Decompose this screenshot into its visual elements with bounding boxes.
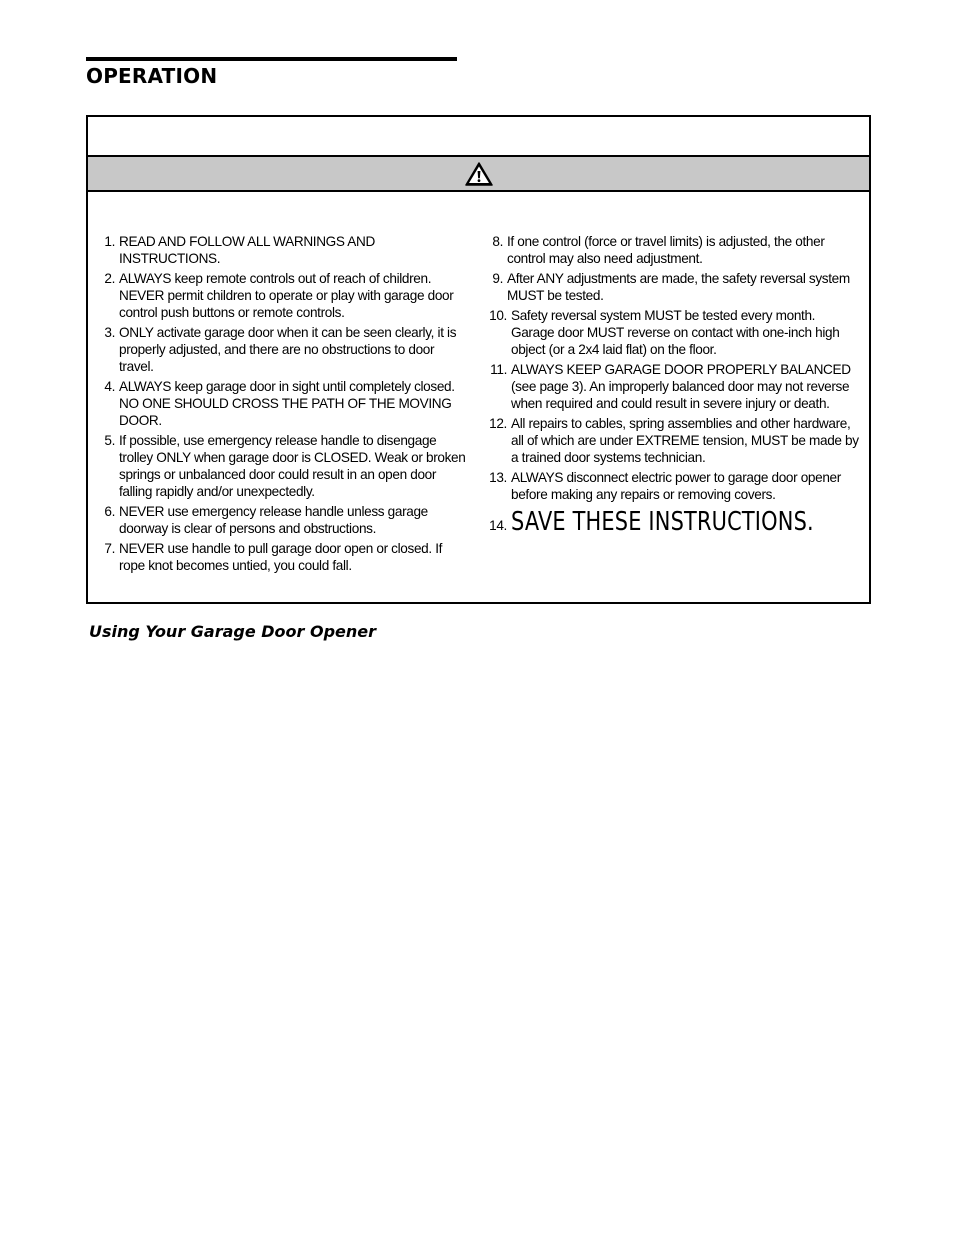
- warning-item: 10. Safety reversal system MUST be tested every month. Garage door MUST reverse on contact with one-inch high object (or a 2x4 laid flat) on the floor.: [489, 308, 840, 357]
- warning-list-right: [485, 233, 859, 538]
- warning-item: 3. ONLY activate garage door when it can be seen clearly, it is properly adjusted, and there are no obstructions to door travel.: [104, 325, 457, 374]
- warning-list-left: [96, 233, 468, 577]
- warning-item: 4. ALWAYS keep garage door in sight until completely closed. NO ONE SHOULD CROSS THE PATH OF THE MOVING DOOR.: [104, 379, 455, 428]
- warning-item: 8. If one control (force or travel limits) is adjusted, the other control may also need adjustment.: [492, 234, 825, 266]
- warning-triangle-icon: [465, 162, 493, 186]
- save-instructions-item: 14. SAVE THESE INSTRUCTIONS.: [489, 507, 814, 537]
- warning-item: 2. ALWAYS keep remote controls out of reach of children. NEVER permit children to operate or play with garage door control push buttons or remote controls.: [104, 271, 454, 320]
- warning-item: 11. ALWAYS KEEP GARAGE DOOR PROPERLY BALANCED (see page 3). An improperly balanced door may not reverse when required and could result in severe injury or death.: [490, 362, 851, 411]
- subheading: Using Your Garage Door Opener: [89, 622, 377, 641]
- warning-item: 9. After ANY adjustments are made, the safety reversal system MUST be tested.: [492, 271, 850, 303]
- warning-item: 7. NEVER use handle to pull garage door open or closed. If rope knot becomes untied, you could fall.: [104, 541, 443, 573]
- warning-item: 12. All repairs to cables, spring assemblies and other hardware, all of which are under EXTREME tension, MUST be made by a trained door systems technician.: [489, 416, 859, 465]
- warning-band: [88, 155, 869, 192]
- warning-item: 13. ALWAYS disconnect electric power to garage door opener before making any repairs or removing covers.: [489, 470, 841, 502]
- warning-box: [86, 115, 871, 604]
- warning-item: 5. If possible, use emergency release handle to disengage trolley ONLY when garage door is CLOSED. Weak or broken springs or unbalanced door could result in an open door falling rapidly and/or unexpectedly.: [104, 433, 466, 499]
- warning-item: 1. READ AND FOLLOW ALL WARNINGS AND INSTRUCTIONS.: [104, 234, 375, 266]
- warning-item: 6. NEVER use emergency release handle unless garage doorway is clear of persons and obstructions.: [104, 504, 428, 536]
- section-top-rule: [86, 57, 457, 61]
- save-instructions-text: SAVE THESE INSTRUCTIONS.: [511, 507, 814, 537]
- section-title: OPERATION: [86, 64, 218, 88]
